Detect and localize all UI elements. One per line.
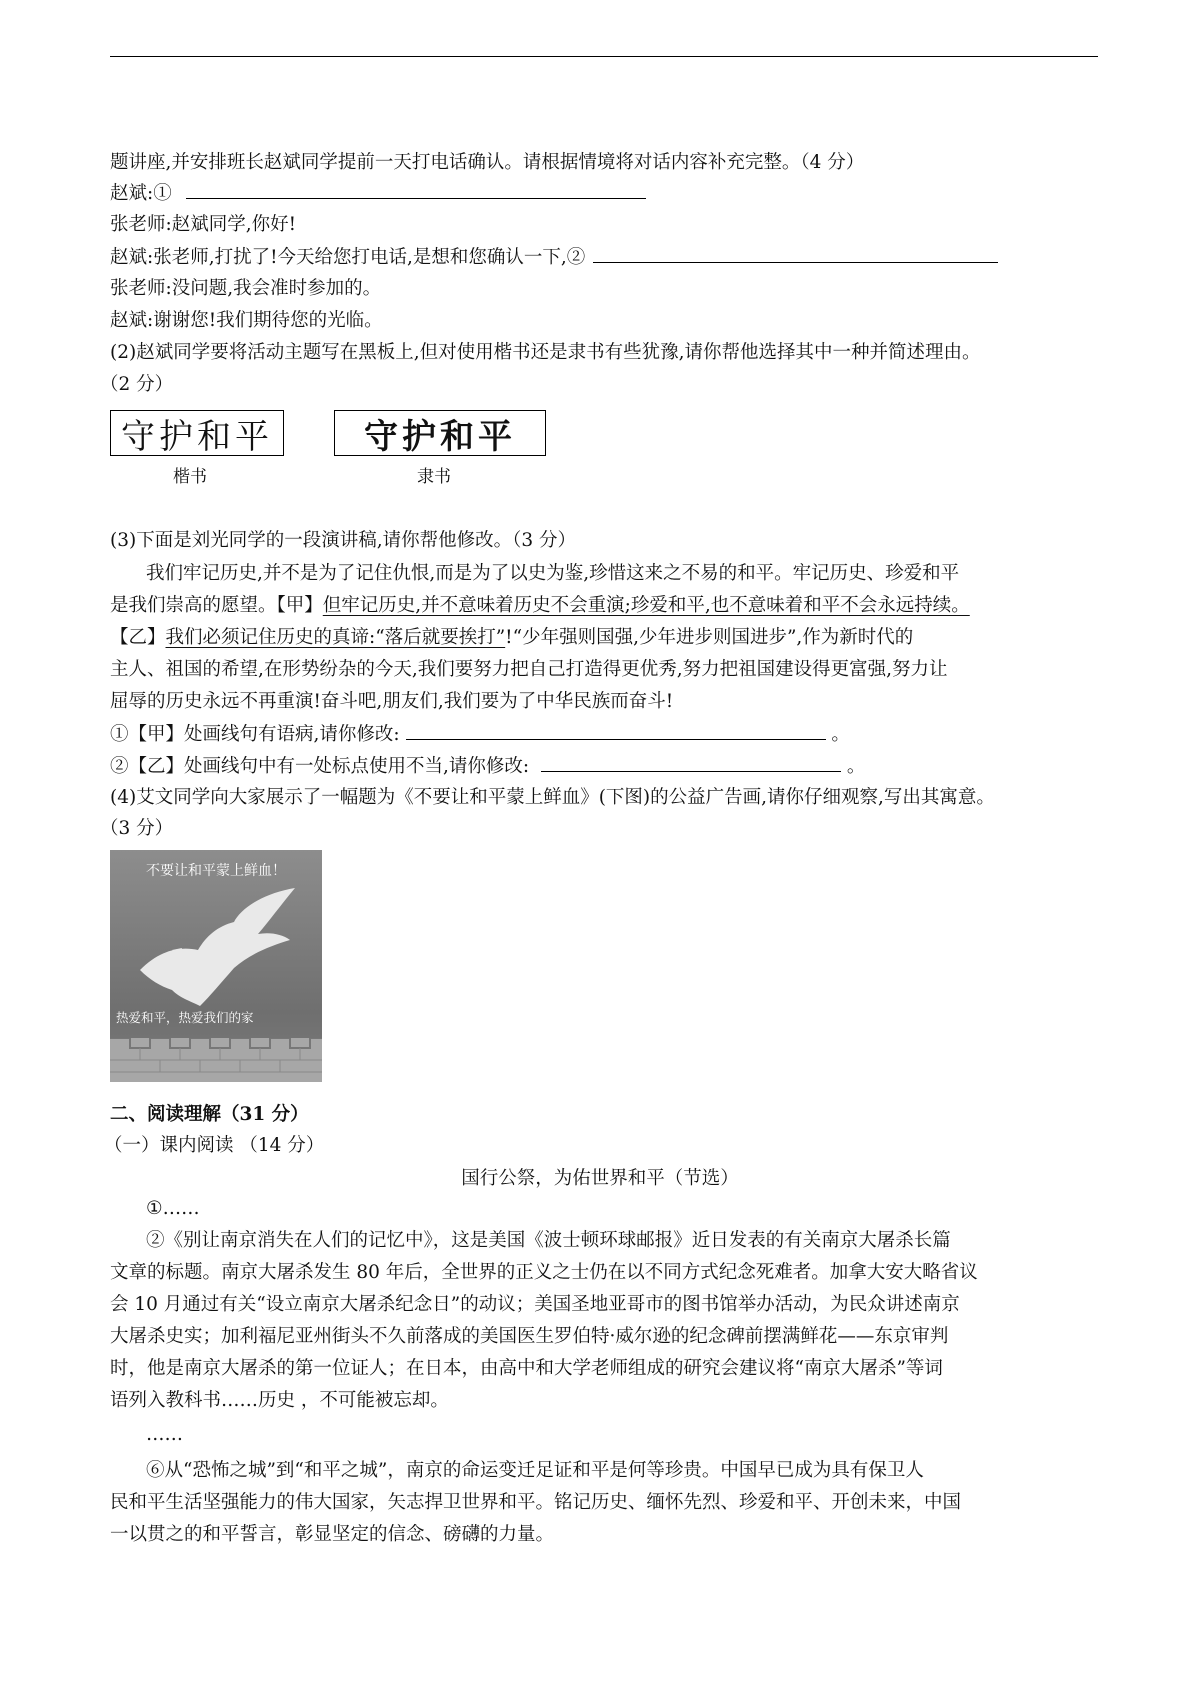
speech-text: !“少年强则国强,少年进步则国进步”,作为新时代的 (505, 627, 914, 648)
period: 。 (831, 724, 850, 745)
speech-line-3 (110, 625, 913, 651)
dialog-line-4: 张老师:没问题,我会准时参加的。 (110, 278, 382, 299)
q3-sub-1 (110, 721, 850, 748)
kaishu-sample (110, 410, 284, 456)
speech-text: 是我们崇高的愿望。【甲】 (110, 595, 323, 616)
section-2-subheading: （一）课内阅读 （14 分） (104, 1135, 325, 1156)
speech-line-2 (110, 593, 970, 619)
dialog-line-3 (110, 244, 998, 271)
dialog-speaker-text: 赵斌:① (110, 183, 172, 204)
article-para-2-line: 时，他是南京大屠杀的第一位证人；在日本，由高中和大学老师组成的研究会建议将“南京大屠杀”等词 (110, 1358, 943, 1379)
dialog-line-2: 张老师:赵斌同学,你好! (110, 214, 297, 235)
answer-blank-3[interactable] (406, 721, 826, 740)
article-title: 国行公祭，为佑世界和平（节选） (461, 1168, 739, 1189)
q4-score: （3 分） (100, 818, 174, 839)
answer-blank-4[interactable] (541, 753, 841, 772)
article-ellipsis: …… (146, 1424, 183, 1445)
wall-icon (110, 1038, 322, 1082)
poster-title: 不要让和平蒙上鲜血！ (146, 863, 286, 879)
lishu-caption: 隶书 (417, 467, 451, 487)
article-para-2-line: 文章的标题。南京大屠杀发生 80 年后，全世界的正义之士仍在以不同方式纪念死难者。加拿大安大略省议 (110, 1262, 978, 1283)
header-rule (110, 56, 1098, 57)
q2-score: （2 分） (100, 374, 174, 395)
great-wall-battlement (110, 1038, 322, 1082)
underlined-sentence-yi: 我们必须记住历史的真谛:“落后就要挨打” (165, 627, 506, 648)
q3-head: (3)下面是刘光同学的一段演讲稿,请你帮他修改。（3 分） (110, 530, 576, 551)
section-2-heading: 二、阅读理解（31 分） (110, 1104, 309, 1125)
speech-text: 【乙】 (110, 627, 166, 648)
kaishu-text: 守护和平 (121, 416, 273, 457)
article-para-6-line: 民和平生活坚强能力的伟大国家，矢志捍卫世界和平。铭记历史、缅怀先烈、珍爱和平、开创未来，中国 (110, 1492, 962, 1513)
answer-blank-2[interactable] (593, 244, 998, 263)
article-para-2-line: 语列入教科书……历史 ，不可能被忘却。 (110, 1390, 449, 1411)
lishu-sample (334, 410, 546, 456)
lishu-text: 守护和平 (364, 416, 516, 457)
speech-line-4: 主人、祖国的希望,在形势纷杂的今天,我们要努力把自己打造得更优秀,努力把祖国建设得更富强,努力让 (110, 659, 948, 680)
q4-text: (4)艾文同学向大家展示了一幅题为《不要让和平蒙上鲜血》(下图)的公益广告画,请你仔细观察,写出其寓意。 (110, 787, 995, 808)
period: 。 (846, 756, 866, 777)
sub-question-text: ②【乙】处画线句中有一处标点使用不当,请你修改: (110, 756, 530, 777)
article-para-2-line: ②《别让南京消失在人们的记忆中》，这是美国《波士顿环球邮报》近日发表的有关南京大屠杀长篇 (146, 1230, 951, 1251)
intro-text: 题讲座,并安排班长赵斌同学提前一天打电话确认。请根据情境将对话内容补充完整。（4 分） (110, 152, 865, 173)
peace-poster-image (110, 850, 322, 1082)
article-para-6-line: ⑥从“恐怖之城”到“和平之城”，南京的命运变迁足证和平是何等珍贵。中国早已成为具有保卫人 (146, 1460, 924, 1481)
dialog-line-5: 赵斌:谢谢您!我们期待您的光临。 (110, 310, 383, 331)
speech-line-1: 我们牢记历史,并不是为了记住仇恨,而是为了以史为鉴,珍惜这来之不易的和平。牢记历史、珍爱和平 (146, 563, 960, 584)
sub-question-text: ①【甲】处画线句有语病,请你修改: (110, 724, 400, 745)
dialog-line-1 (110, 180, 646, 207)
article-para-1: ①…… (146, 1198, 200, 1219)
article-para-2-line: 大屠杀史实；加利福尼亚州街头不久前落成的美国医生罗伯特·威尔逊的纪念碑前摆满鲜花——东京审判 (110, 1326, 949, 1347)
dialog-speaker-text: 赵斌:张老师,打扰了!今天给您打电话,是想和您确认一下,② (110, 247, 586, 268)
poster-slogan: 热爱和平，热爱我们的家 (116, 1010, 254, 1025)
article-para-6-line: 一以贯之的和平誓言，彰显坚定的信念、磅礴的力量。 (110, 1524, 555, 1545)
q3-sub-2 (110, 753, 865, 780)
kaishu-caption: 楷书 (173, 467, 207, 487)
speech-line-5: 屈辱的历史永远不再重演!奋斗吧,朋友们,我们要为了中华民族而奋斗! (110, 691, 674, 712)
underlined-sentence-jia: 但牢记历史,并不意味着历史不会重演;珍爱和平,也不意味着和平不会永远持续。 (322, 595, 970, 616)
answer-blank-1[interactable] (186, 180, 646, 199)
q2-text: (2)赵斌同学要将活动主题写在黑板上,但对使用楷书还是隶书有些犹豫,请你帮他选择其中一种并简述理由。 (110, 342, 981, 363)
article-para-2-line: 会 10 月通过有关“设立南京大屠杀纪念日”的动议；美国圣地亚哥市的图书馆举办活动，为民众讲述南京 (110, 1294, 960, 1315)
